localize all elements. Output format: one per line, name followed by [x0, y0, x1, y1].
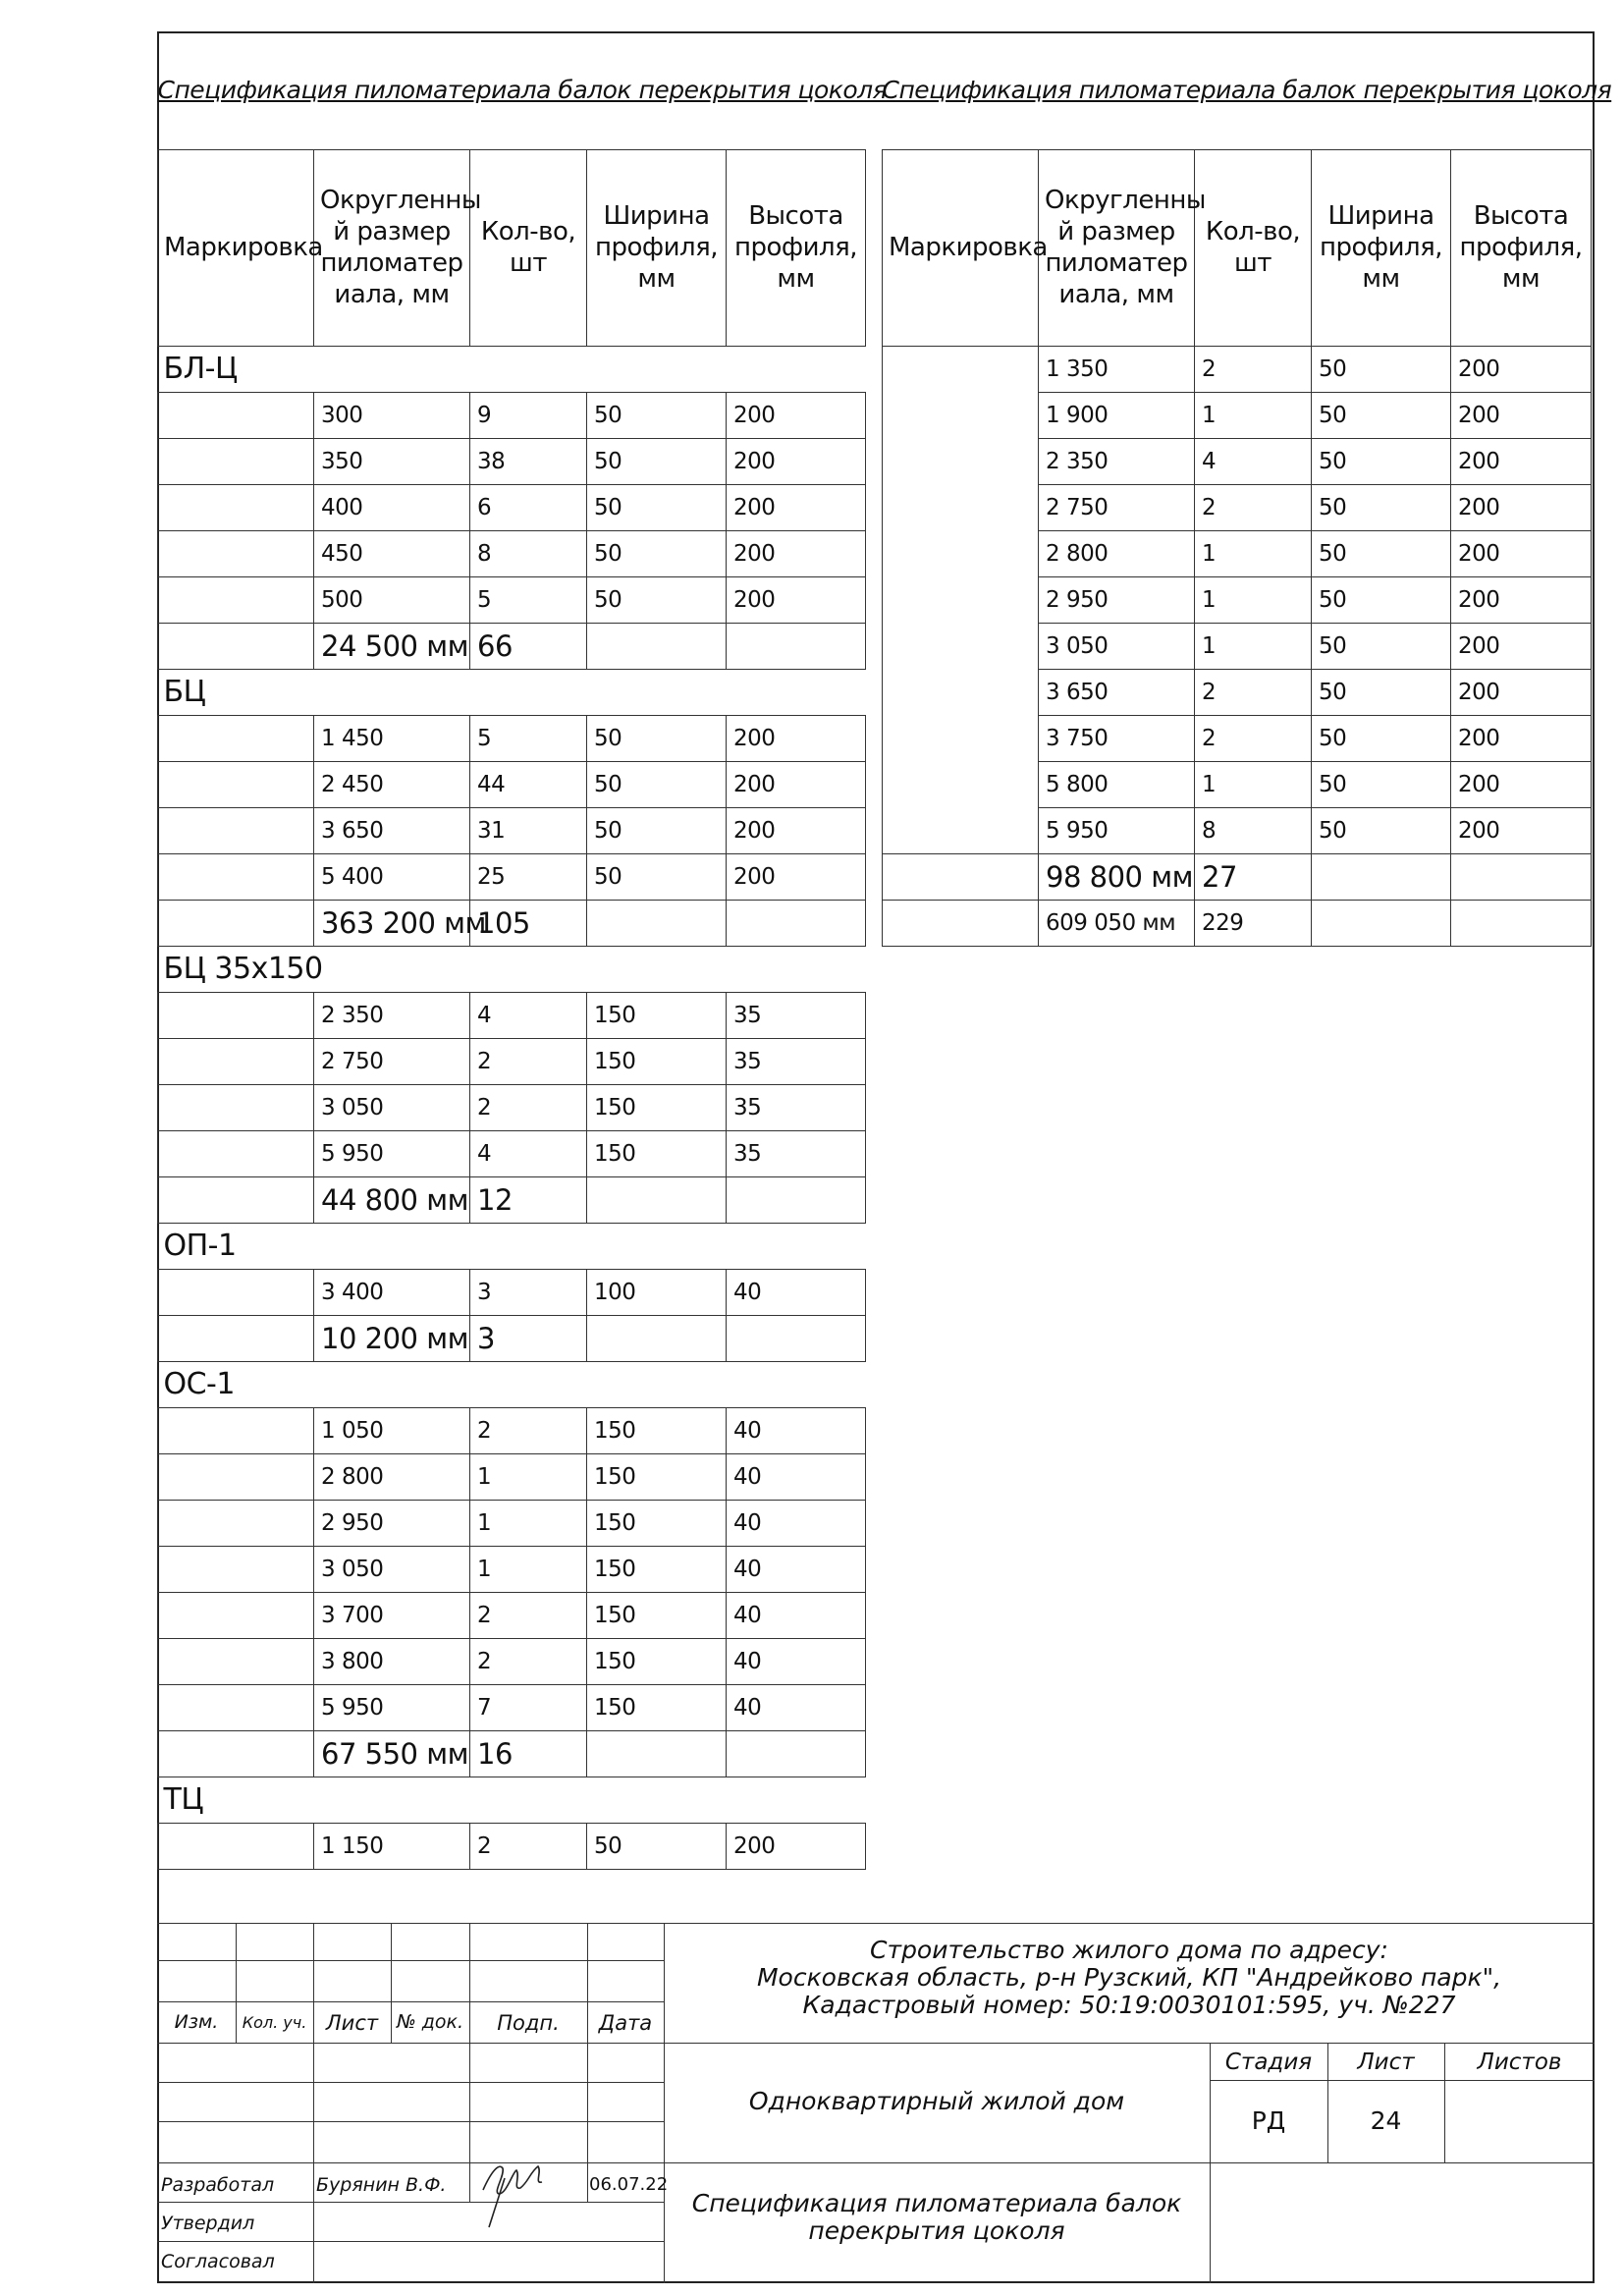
tb-col-data: Дата — [598, 2011, 653, 2035]
table-cell: 200 — [1451, 623, 1592, 669]
table-cell: 2 950 — [1039, 576, 1195, 623]
table-cell: 200 — [1451, 669, 1592, 715]
empty-cell — [727, 1730, 866, 1777]
group-name: БЛ-Ц — [158, 346, 866, 392]
table-cell: 100 — [587, 1269, 727, 1315]
total-row — [158, 1730, 866, 1777]
table-row — [158, 807, 866, 853]
table-cell: 200 — [727, 853, 866, 900]
tb-col-doc: № док. — [396, 2011, 464, 2033]
table-cell: 2 450 — [314, 761, 470, 807]
group-row — [158, 346, 866, 392]
marking-cell — [883, 900, 1039, 946]
table-cell: 50 — [1312, 346, 1451, 392]
marking-cell — [883, 530, 1039, 576]
total-length: 44 800 мм — [314, 1176, 470, 1223]
table-cell: 1 — [1195, 576, 1312, 623]
table-cell: 7 — [470, 1684, 587, 1730]
sheet-title — [664, 2190, 1210, 2245]
empty-cell — [727, 1176, 866, 1223]
developed-date: 06.07.22 — [589, 2174, 669, 2195]
table-cell: 2 — [1195, 669, 1312, 715]
marking-cell — [158, 1315, 314, 1361]
table-cell: 3 050 — [314, 1084, 470, 1130]
table-cell: 40 — [727, 1546, 866, 1592]
group-row — [158, 1361, 866, 1407]
tb-col-list: Лист — [325, 2011, 379, 2035]
table-cell: 6 — [470, 484, 587, 530]
table-row — [883, 346, 1592, 392]
table-cell: 2 — [470, 1823, 587, 1869]
table-cell: 3 800 — [314, 1638, 470, 1684]
marking-cell — [158, 1084, 314, 1130]
table-cell: 1 150 — [314, 1823, 470, 1869]
table-row — [158, 1453, 866, 1500]
table-cell: 2 — [470, 1038, 587, 1084]
table-cell: 40 — [727, 1592, 866, 1638]
table-cell: 8 — [1195, 807, 1312, 853]
table-cell: 150 — [587, 1130, 727, 1176]
table-cell: 400 — [314, 484, 470, 530]
total-count: 3 — [470, 1315, 587, 1361]
signature-image — [469, 2133, 587, 2231]
role-agreed: Согласовал — [161, 2251, 275, 2272]
table-cell: 50 — [587, 761, 727, 807]
marking-cell — [158, 761, 314, 807]
marking-cell — [883, 761, 1039, 807]
table-row — [883, 807, 1592, 853]
table-row — [158, 853, 866, 900]
sheets-label: Листов — [1477, 2050, 1562, 2075]
table-cell: 3 750 — [1039, 715, 1195, 761]
sheet-value: 24 — [1370, 2106, 1402, 2135]
table-cell: 200 — [727, 438, 866, 484]
table-cell: 35 — [727, 992, 866, 1038]
total-length: 67 550 мм — [314, 1730, 470, 1777]
empty-cell — [587, 623, 727, 669]
table-cell: 150 — [587, 992, 727, 1038]
table-cell: 1 — [470, 1453, 587, 1500]
table-cell: 150 — [587, 1684, 727, 1730]
grand-total-length: 609 050 мм — [1039, 900, 1195, 946]
table-cell: 5 — [470, 715, 587, 761]
table-cell: 50 — [587, 484, 727, 530]
table-cell: 9 — [470, 392, 587, 438]
table-cell: 200 — [1451, 576, 1592, 623]
table-cell: 3 700 — [314, 1592, 470, 1638]
empty-cell — [727, 1315, 866, 1361]
group-name: БЦ 35х150 — [158, 946, 866, 992]
marking-cell — [883, 715, 1039, 761]
table-cell: 5 — [470, 576, 587, 623]
column-header: Кол-во, шт — [1195, 149, 1312, 346]
table-cell: 150 — [587, 1500, 727, 1546]
table-title: Спецификация пиломатериала балок перекрытия цоколя — [882, 76, 1612, 105]
marking-cell — [883, 807, 1039, 853]
title-row — [158, 31, 866, 149]
marking-cell — [883, 438, 1039, 484]
table-cell: 1 — [1195, 761, 1312, 807]
table-row — [158, 1269, 866, 1315]
table-cell: 2 — [470, 1084, 587, 1130]
table-row — [883, 761, 1592, 807]
marking-cell — [158, 484, 314, 530]
table-cell: 5 800 — [1039, 761, 1195, 807]
marking-cell — [158, 1038, 314, 1084]
table-cell: 2 — [470, 1592, 587, 1638]
table-cell: 25 — [470, 853, 587, 900]
table-cell: 2 800 — [1039, 530, 1195, 576]
total-row — [883, 853, 1592, 900]
marking-cell — [883, 853, 1039, 900]
table-cell: 200 — [727, 576, 866, 623]
empty-cell — [587, 1730, 727, 1777]
marking-cell — [158, 1638, 314, 1684]
project-line-3: Кадастровый номер: 50:19:0030101:595, уч. №227 — [802, 1991, 1456, 2019]
table-cell: 450 — [314, 530, 470, 576]
table-cell: 300 — [314, 392, 470, 438]
marking-cell — [883, 392, 1039, 438]
table-row — [158, 992, 866, 1038]
column-header: Округленны й размер пиломатер иала, мм — [314, 149, 470, 346]
sheet-label: Лист — [1357, 2050, 1415, 2075]
table-cell: 2 — [1195, 484, 1312, 530]
table-cell: 50 — [1312, 530, 1451, 576]
table-cell: 200 — [727, 1823, 866, 1869]
column-header: Высота профиля, мм — [1451, 149, 1592, 346]
table-cell: 50 — [1312, 392, 1451, 438]
total-length: 98 800 мм — [1039, 853, 1195, 900]
marking-cell — [883, 484, 1039, 530]
empty-cell — [587, 1176, 727, 1223]
table-cell: 200 — [727, 715, 866, 761]
table-cell: 2 950 — [314, 1500, 470, 1546]
table-cell: 50 — [1312, 576, 1451, 623]
marking-cell — [158, 853, 314, 900]
total-length: 24 500 мм — [314, 623, 470, 669]
column-header: Ширина профиля, мм — [1312, 149, 1451, 346]
table-cell: 1 — [1195, 623, 1312, 669]
table-row — [158, 1084, 866, 1130]
table-cell: 50 — [587, 530, 727, 576]
table-cell: 200 — [727, 761, 866, 807]
table-row — [158, 715, 866, 761]
table-row — [158, 1038, 866, 1084]
table-row — [158, 761, 866, 807]
table-cell: 50 — [1312, 807, 1451, 853]
tb-col-kol-uch: Кол. уч. — [242, 2013, 307, 2032]
empty-cell — [1312, 900, 1451, 946]
table-cell: 50 — [1312, 438, 1451, 484]
column-header: Высота профиля, мм — [727, 149, 866, 346]
marking-cell — [158, 900, 314, 946]
marking-cell — [158, 992, 314, 1038]
table-cell: 40 — [727, 1500, 866, 1546]
group-name: БЦ — [158, 669, 866, 715]
table-cell: 1 900 — [1039, 392, 1195, 438]
table-row — [883, 392, 1592, 438]
marking-cell — [158, 1546, 314, 1592]
column-header: Маркировка — [883, 149, 1039, 346]
marking-cell — [158, 623, 314, 669]
table-cell: 2 750 — [314, 1038, 470, 1084]
group-row — [158, 1223, 866, 1269]
table-row — [883, 530, 1592, 576]
table-cell: 50 — [587, 576, 727, 623]
empty-cell — [1312, 853, 1451, 900]
table-cell: 2 — [470, 1407, 587, 1453]
marking-cell — [158, 1500, 314, 1546]
table-row — [158, 1407, 866, 1453]
column-header: Ширина профиля, мм — [587, 149, 727, 346]
title-block — [157, 1923, 1595, 2283]
table-cell: 200 — [1451, 438, 1592, 484]
project-line-2: Московская область, р-н Рузский, КП "Андрейково парк", — [756, 1963, 1502, 1992]
table-row — [883, 715, 1592, 761]
marking-cell — [158, 438, 314, 484]
table-cell: 150 — [587, 1407, 727, 1453]
table-cell: 50 — [587, 1823, 727, 1869]
total-row — [158, 900, 866, 946]
table-cell: 150 — [587, 1038, 727, 1084]
table-cell: 8 — [470, 530, 587, 576]
total-count: 16 — [470, 1730, 587, 1777]
empty-cell — [727, 623, 866, 669]
table-cell: 2 350 — [314, 992, 470, 1038]
table-cell: 1 450 — [314, 715, 470, 761]
tb-col-podp: Подп. — [497, 2011, 560, 2035]
table-cell: 50 — [1312, 761, 1451, 807]
table-cell: 3 — [470, 1269, 587, 1315]
table-cell: 200 — [1451, 761, 1592, 807]
header-row — [883, 149, 1592, 346]
left-spec-table — [157, 31, 888, 1870]
table-row — [158, 438, 866, 484]
empty-cell — [1451, 900, 1592, 946]
table-cell: 3 400 — [314, 1269, 470, 1315]
table-row — [158, 1546, 866, 1592]
total-row — [158, 1176, 866, 1223]
sheet-title-line-2: перекрытия цоколя — [808, 2216, 1065, 2245]
table-cell: 50 — [1312, 623, 1451, 669]
total-row — [158, 623, 866, 669]
marking-cell — [158, 1269, 314, 1315]
table-cell: 200 — [727, 484, 866, 530]
table-cell: 3 650 — [314, 807, 470, 853]
column-header: Округленны й размер пиломатер иала, мм — [1039, 149, 1195, 346]
table-cell: 350 — [314, 438, 470, 484]
role-developed: Разработал — [161, 2174, 275, 2196]
table-cell: 2 750 — [1039, 484, 1195, 530]
table-cell: 31 — [470, 807, 587, 853]
table-row — [158, 1638, 866, 1684]
marking-cell — [158, 530, 314, 576]
table-row — [883, 623, 1592, 669]
table-cell: 1 — [470, 1500, 587, 1546]
table-cell: 4 — [1195, 438, 1312, 484]
group-row — [158, 946, 866, 992]
tb-col-izm: Изм. — [174, 2011, 219, 2033]
group-name: ОП-1 — [158, 1223, 866, 1269]
total-length: 363 200 мм — [314, 900, 470, 946]
table-cell: 200 — [1451, 715, 1592, 761]
table-cell: 44 — [470, 761, 587, 807]
table-cell: 50 — [587, 438, 727, 484]
stage-value: РД — [1251, 2106, 1286, 2135]
marking-cell — [158, 1730, 314, 1777]
total-count: 105 — [470, 900, 587, 946]
table-cell: 2 — [1195, 346, 1312, 392]
empty-cell — [587, 900, 727, 946]
table-cell: 2 — [1195, 715, 1312, 761]
empty-cell — [727, 900, 866, 946]
group-name: ТЦ — [158, 1777, 866, 1823]
table-cell: 50 — [587, 392, 727, 438]
table-cell: 3 650 — [1039, 669, 1195, 715]
table-row — [158, 1684, 866, 1730]
table-cell: 1 — [470, 1546, 587, 1592]
table-row — [883, 576, 1592, 623]
table-cell: 150 — [587, 1592, 727, 1638]
marking-cell — [158, 1823, 314, 1869]
marking-cell — [158, 1130, 314, 1176]
table-row — [158, 1592, 866, 1638]
table-row — [883, 438, 1592, 484]
total-length: 10 200 мм — [314, 1315, 470, 1361]
table-cell: 150 — [587, 1084, 727, 1130]
empty-cell — [587, 1315, 727, 1361]
table-cell: 40 — [727, 1638, 866, 1684]
table-cell: 150 — [587, 1546, 727, 1592]
marking-cell — [883, 669, 1039, 715]
marking-cell — [158, 576, 314, 623]
total-count: 66 — [470, 623, 587, 669]
table-cell: 4 — [470, 992, 587, 1038]
table-cell: 1 050 — [314, 1407, 470, 1453]
table-cell: 50 — [1312, 669, 1451, 715]
table-cell: 5 950 — [314, 1130, 470, 1176]
marking-cell — [158, 1176, 314, 1223]
total-row — [158, 1315, 866, 1361]
table-cell: 500 — [314, 576, 470, 623]
marking-cell — [883, 346, 1039, 392]
table-cell: 5 950 — [314, 1684, 470, 1730]
table-cell: 150 — [587, 1453, 727, 1500]
table-cell: 200 — [1451, 484, 1592, 530]
group-name: ОС-1 — [158, 1361, 866, 1407]
total-count: 12 — [470, 1176, 587, 1223]
group-row — [158, 669, 866, 715]
table-row — [883, 484, 1592, 530]
table-cell: 1 — [1195, 530, 1312, 576]
table-cell: 40 — [727, 1407, 866, 1453]
table-cell: 5 950 — [1039, 807, 1195, 853]
project-line-1: Строительство жилого дома по адресу: — [870, 1936, 1388, 1964]
table-cell: 200 — [727, 392, 866, 438]
right-spec-table — [882, 31, 1612, 947]
marking-cell — [158, 807, 314, 853]
marking-cell — [883, 623, 1039, 669]
table-row — [883, 669, 1592, 715]
table-row — [158, 530, 866, 576]
table-cell: 50 — [587, 715, 727, 761]
marking-cell — [158, 715, 314, 761]
marking-cell — [158, 392, 314, 438]
total-count: 27 — [1195, 853, 1312, 900]
table-cell: 200 — [727, 807, 866, 853]
column-header: Кол-во, шт — [470, 149, 587, 346]
table-row — [158, 1500, 866, 1546]
table-cell: 3 050 — [1039, 623, 1195, 669]
stage-label: Стадия — [1224, 2050, 1313, 2075]
marking-cell — [158, 1592, 314, 1638]
table-cell: 200 — [1451, 530, 1592, 576]
table-cell: 200 — [1451, 346, 1592, 392]
title-row — [883, 31, 1592, 149]
table-row — [158, 484, 866, 530]
table-row — [158, 1823, 866, 1869]
table-cell: 200 — [727, 530, 866, 576]
table-cell: 2 — [470, 1638, 587, 1684]
table-cell: 5 400 — [314, 853, 470, 900]
grand-total-row — [883, 900, 1592, 946]
table-cell: 35 — [727, 1038, 866, 1084]
role-approved: Утвердил — [161, 2213, 255, 2234]
group-row — [158, 1777, 866, 1823]
table-cell: 50 — [587, 807, 727, 853]
table-cell: 3 050 — [314, 1546, 470, 1592]
table-cell: 50 — [587, 853, 727, 900]
table-cell: 40 — [727, 1453, 866, 1500]
table-cell: 50 — [1312, 715, 1451, 761]
object-name: Одноквартирный жилой дом — [748, 2087, 1125, 2115]
grand-total-count: 229 — [1195, 900, 1312, 946]
table-cell: 50 — [1312, 484, 1451, 530]
table-cell: 38 — [470, 438, 587, 484]
table-cell: 35 — [727, 1130, 866, 1176]
sheet-title-line-1: Спецификация пиломатериала балок — [691, 2189, 1182, 2217]
marking-cell — [158, 1407, 314, 1453]
table-cell: 200 — [1451, 807, 1592, 853]
table-cell: 1 — [1195, 392, 1312, 438]
developer-name: Бурянин В.Ф. — [316, 2174, 447, 2196]
project-address — [664, 1937, 1595, 2019]
table-title: Спецификация пиломатериала балок перекрытия цоколя — [157, 76, 888, 105]
table-cell: 4 — [470, 1130, 587, 1176]
header-row — [158, 149, 866, 346]
marking-cell — [158, 1684, 314, 1730]
table-row — [158, 576, 866, 623]
table-row — [158, 392, 866, 438]
marking-cell — [158, 1453, 314, 1500]
table-cell: 150 — [587, 1638, 727, 1684]
table-cell: 2 350 — [1039, 438, 1195, 484]
marking-cell — [883, 576, 1039, 623]
table-cell: 200 — [1451, 392, 1592, 438]
table-cell: 35 — [727, 1084, 866, 1130]
table-cell: 2 800 — [314, 1453, 470, 1500]
column-header: Маркировка — [158, 149, 314, 346]
table-cell: 1 350 — [1039, 346, 1195, 392]
table-cell: 40 — [727, 1269, 866, 1315]
table-row — [158, 1130, 866, 1176]
table-cell: 40 — [727, 1684, 866, 1730]
empty-cell — [1451, 853, 1592, 900]
